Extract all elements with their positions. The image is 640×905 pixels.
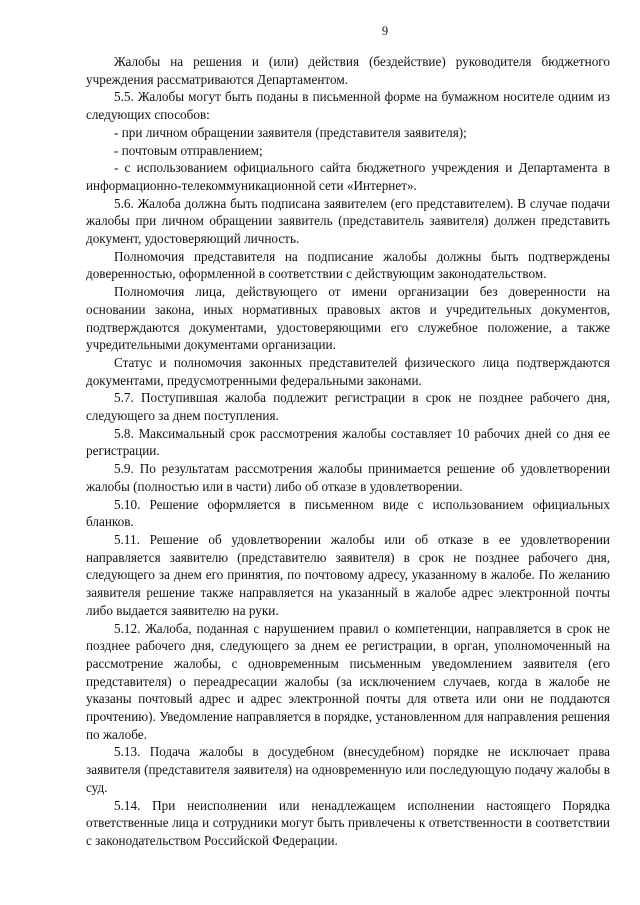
paragraph: Статус и полномочия законных представителей физического лица подтверждаются документами, предусмотренными федеральными законами. [86,354,610,388]
paragraph: Полномочия представителя на подписание жалобы должны быть подтверждены доверенностью, оформленной в соответствии с действующим законодательством. [86,248,610,282]
paragraph-5-5: 5.5. Жалобы могут быть поданы в письменной форме на бумажном носителе одним из следующих способов: [86,89,610,123]
paragraph-5-9: 5.9. По результатам рассмотрения жалобы принимается решение об удовлетворении жалобы (полностью или в части) либо об отказе в удовлетворении. [86,461,610,494]
paragraph-5-10: 5.10. Решение оформляется в письменном виде с использованием официальных бланков. [86,496,610,530]
list-item: - при личном обращении заявителя (представителя заявителя); [114,124,467,140]
paragraph-5-8: 5.8. Максимальный срок рассмотрения жалобы составляет 10 рабочих дней со дня ее регистрации. [86,425,610,459]
paragraph: Жалобы на решения и (или) действия (бездействие) руководителя бюджетного учреждения рассматриваются Департаментом. [86,54,610,87]
paragraph-5-7: 5.7. Поступившая жалоба подлежит регистрации в срок не позднее рабочего дня, следующего за днем поступления. [86,390,610,424]
paragraph-5-13: 5.13. Подача жалобы в досудебном (внесудебном) порядке не исключает права заявителя (представителя заявителя) на одновременную или последующую подачу жалобы в суд. [86,744,610,795]
paragraph-5-6: 5.6. Жалоба должна быть подписана заявителем (его представителем). В случае подачи жалобы при личном обращении заявитель (представитель заявителя) должен представить документ, удостоверяющий личность. [86,195,610,247]
paragraph: Полномочия лица, действующего от имени организации без доверенности на основании закона, иных нормативных правовых актов и учредительных документов, подтверждаются документами, удостоверяющими его служебное положение, а также учредительными документами организации. [86,284,610,353]
paragraph-5-12: 5.12. Жалоба, поданная с нарушением правил о компетенции, направляется в срок не позднее рабочего дня, следующего за днем ее регистрации, в орган, уполномоченный на рассмотрение жалобы, с одновременным письменным уведомлением заявителя (его представителя) о переадресации жалобы (за исключением случаев, когда в жалобе не указаны почтовый адрес и адрес электронной почты для ответа или они не поддаются прочтению). Уведомление направляется в порядке, установленном для направления решения по жалобе. [86,620,610,742]
list-item: - почтовым отправлением; [114,142,263,158]
page-number: 9 [381,24,389,38]
paragraph-5-14: 5.14. При неисполнении или ненадлежащем исполнении настоящего Порядка ответственные лица и сотрудники могут быть привлечены к ответственности в соответствии с законодательством Российской Федерации. [86,797,610,848]
paragraph-5-11: 5.11. Решение об удовлетворении жалобы или об отказе в ее удовлетворении направляется заявителю (представителю заявителя) в срок не позднее рабочего дня, следующего за днем его принятия, по почтовому адресу, указанному в жалобе. По желанию заявителя решение также направляется на указанный в жалобе адрес электронной почты либо выдается заявителю на руки. [86,531,610,618]
list-item: - с использованием официального сайта бюджетного учреждения и Департамента в информационно-телекоммуникационной сети «Интернет». [86,160,610,193]
document-body [86,53,610,850]
